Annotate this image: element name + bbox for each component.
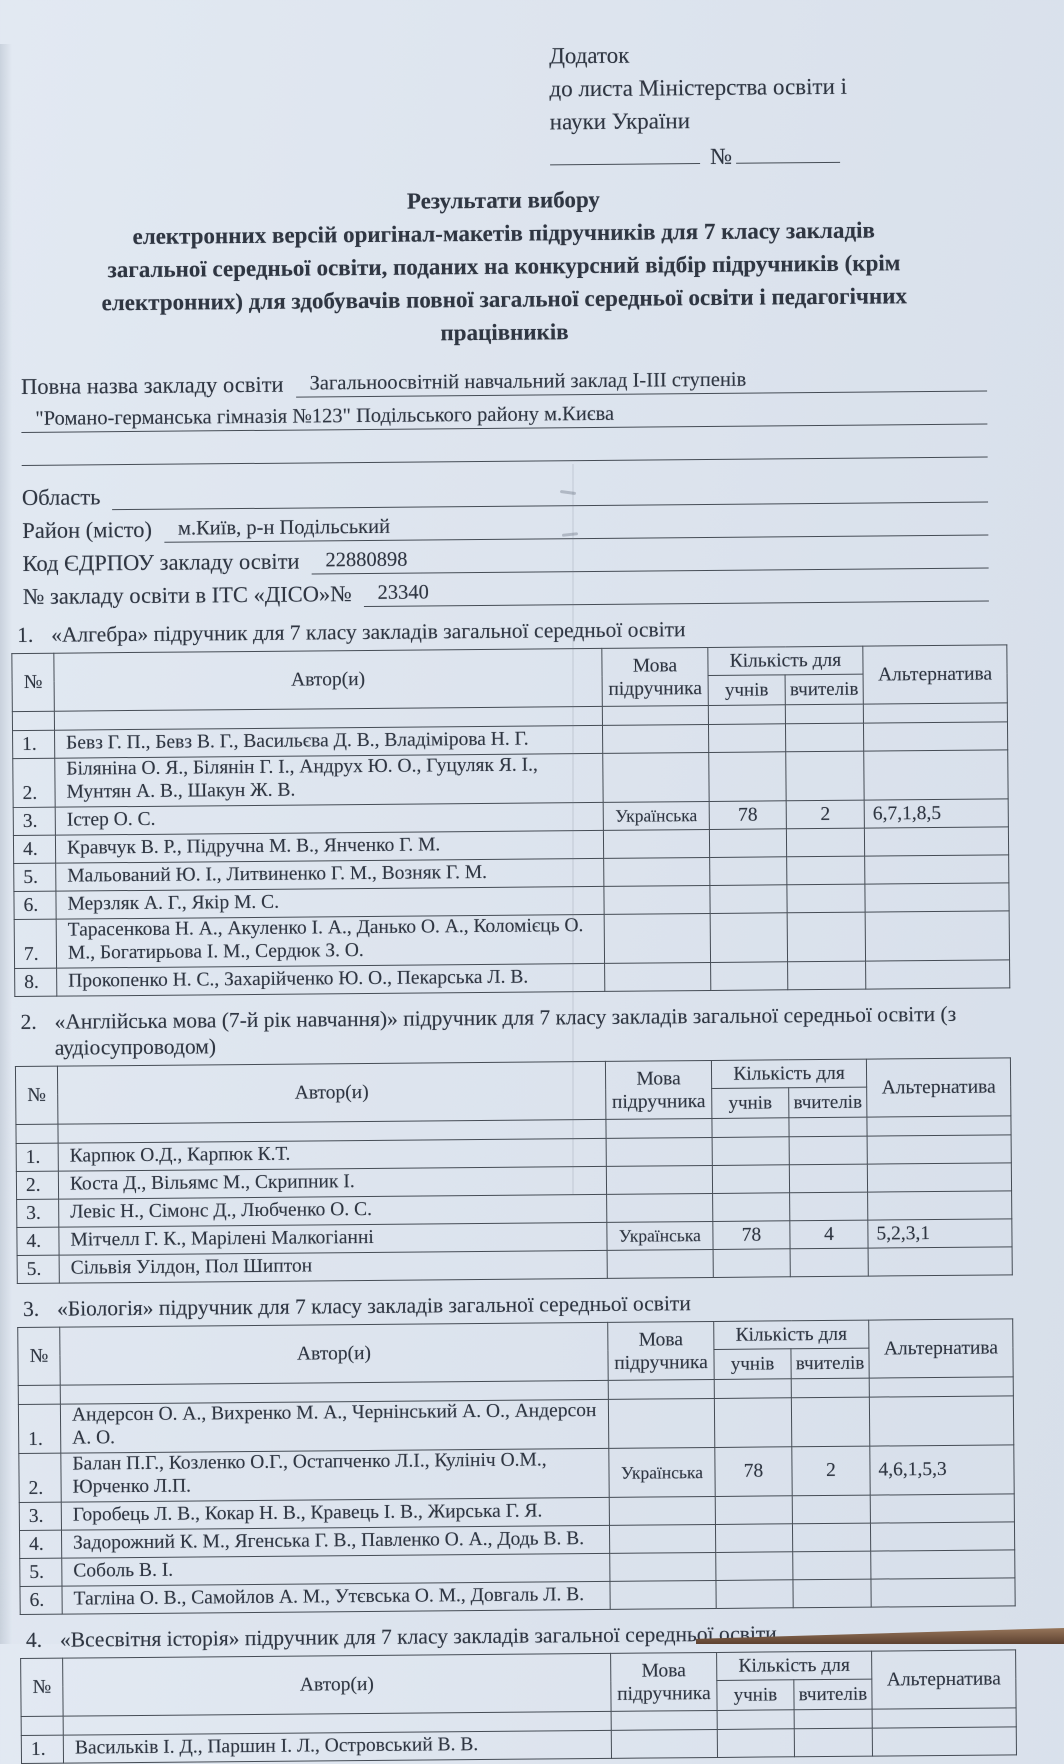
field-label: Код ЄДРПОУ закладу освіти [22,548,300,576]
field-underline [295,362,987,398]
table-row [14,911,1009,969]
authors-cell: Мальований Ю. І., Литвиненко Г. М., Возняк Г. М. [56,858,604,891]
alternative-cell: 6,7,1,8,5 [864,799,1008,828]
authors-cell: Коста Д., Вільямс М., Скрипник І. [58,1166,606,1199]
col-header-language: Мова підручника [611,1652,718,1711]
row-number-cell: 5. [17,1255,59,1283]
section-number: 1. [17,622,34,648]
alternative-cell [870,1522,1014,1551]
col-header-num: № [12,653,55,711]
authors-cell: Карпюк О.Д., Карпюк К.Т. [58,1138,606,1171]
alternative-cell: 5,2,3,1 [868,1219,1012,1248]
section-title [14,1000,1010,1061]
language-cell [611,1729,717,1758]
language-cell [609,1496,715,1525]
students-count-cell [711,962,788,991]
col-header-alternative: Альтернатива [872,1650,1016,1709]
empty-cell [602,705,708,725]
empty-cell [791,1378,869,1398]
teachers-count-cell [786,828,864,857]
section-english [14,1000,1012,1284]
section-title-text: «Англійська мова (7-й рік навчання)» підручник для 7 класу закладів загальної середньої освіти (з аудіосупроводом) [54,1001,957,1060]
teachers-count-cell [794,1728,872,1757]
teachers-count-cell: 2 [786,800,864,829]
empty-cell [785,704,863,724]
row-number-cell: 3. [13,807,55,835]
empty-cell [606,1118,712,1138]
title-line: електронних) для здобувачів повної загальної середньої освіти і педагогічних [101,283,908,316]
row-number-cell: 6. [20,1586,62,1614]
row-number-cell: 6. [14,891,56,919]
teachers-count-cell [790,1192,868,1221]
empty-cell [794,1709,872,1729]
col-header-teachers: вчителів [789,1087,867,1118]
language-cell [607,1193,713,1222]
field-value: м.Київ, р-н Подільський [177,515,391,540]
language-cell: Українська [603,801,709,830]
students-count-cell: 78 [709,801,786,830]
teachers-count-cell [789,1164,867,1193]
section-title-text: «Біологія» підручник для 7 класу закладів загальної середньої освіти [56,1291,691,1321]
students-count-cell [716,1580,793,1609]
teachers-count-cell [787,884,865,913]
alternative-cell [867,1135,1011,1164]
alternative-cell [865,855,1009,884]
row-number-cell: 5. [14,863,56,891]
teachers-count-cell: 4 [790,1220,868,1249]
document-content [0,35,1048,1764]
teachers-count-cell [792,1495,870,1524]
empty-cell [717,1710,794,1730]
language-cell [610,1552,716,1581]
row-number-cell: 3. [17,1199,59,1227]
alternative-cell [871,1550,1015,1579]
language-cell [603,829,709,858]
table-row [13,750,1008,808]
students-count-cell [712,1137,789,1166]
language-cell [605,962,711,991]
alternative-cell [863,722,1007,751]
number-sign: № [709,143,733,169]
annex-number-line [550,137,1034,174]
empty-cell [714,1379,791,1399]
alternative-cell [865,911,1009,961]
alternative-cell [867,1163,1011,1192]
alternative-cell [869,1396,1013,1446]
row-number-cell: 4. [13,835,55,863]
row-number-cell: 1. [18,1404,60,1453]
row-number-cell: 5. [20,1558,62,1586]
col-header-quantity: Кількість для [717,1651,872,1680]
authors-cell: Мітчелл Г. К., Марілені Малкогіанні [59,1222,607,1255]
field-underline [311,539,988,575]
col-header-authors: Автор(и) [60,1322,608,1385]
field-value: 22880898 [325,548,408,572]
col-header-quantity: Кількість для [708,646,863,675]
field-label: Район (місто) [22,516,153,543]
field-label: Область [21,484,101,510]
world-history-table [20,1649,1017,1764]
row-number-cell: 1. [16,1143,58,1171]
alternative-cell [866,960,1010,989]
students-count-cell [708,724,785,753]
col-header-alternative: Альтернатива [866,1058,1010,1117]
students-count-cell [709,829,786,858]
language-cell [609,1524,715,1553]
document-title [0,179,1036,353]
empty-cell [863,703,1007,723]
col-header-students: учнів [712,1088,789,1119]
english-table [15,1057,1013,1284]
section-number: 2. [20,1009,37,1035]
section-title [11,613,1007,648]
field-value: Загальноосвітній навчальний заклад І-ІІІ ступенів [309,368,747,395]
language-cell [606,1137,712,1166]
teachers-count-cell [793,1551,871,1580]
col-header-language: Мова підручника [602,647,709,706]
students-count-cell [712,1165,789,1194]
field-value: 23340 [377,581,429,604]
alternative-cell [870,1494,1014,1523]
col-header-num: № [18,1327,61,1385]
teachers-count-cell [786,751,864,801]
language-cell [603,752,709,802]
col-header-authors: Автор(и) [63,1653,611,1716]
students-count-cell [715,1496,792,1525]
field-value: "Романо-германська гімназія №123" Подільського району м.Києва [35,402,615,430]
row-number-cell: 1. [13,730,55,758]
col-header-alternative: Альтернатива [869,1319,1013,1378]
col-header-authors: Автор(и) [57,1061,605,1124]
col-header-teachers: вчителів [785,674,863,705]
alternative-cell [871,1578,1015,1607]
teachers-count-cell [792,1523,870,1552]
col-header-quantity: Кількість для [714,1320,869,1349]
language-cell [602,724,708,753]
empty-cell [867,1116,1011,1136]
table-row [19,1445,1014,1503]
title-line: електронних версій оригінал-макетів підручників для 7 класу закладів [132,217,875,249]
empty-cell [611,1710,717,1730]
section-title [17,1287,1013,1322]
annex-line: науки України [549,108,691,135]
empty-cell [18,1385,60,1404]
title-line: Результати вибору [406,186,600,214]
students-count-cell [717,1729,794,1758]
language-cell [604,857,710,886]
students-count-cell [715,1524,792,1553]
teachers-count-cell [787,912,865,962]
annex-header [549,35,1034,174]
row-number-cell: 2. [19,1453,61,1502]
col-header-language: Мова підручника [605,1060,712,1119]
alternative-cell [864,827,1008,856]
biology-table [17,1318,1015,1615]
language-cell: Українська [609,1447,715,1497]
teachers-count-cell [788,961,866,990]
field-underline [21,428,987,466]
students-count-cell: 78 [713,1221,790,1250]
empty-cell [12,711,54,730]
alternative-cell: 4,6,1,5,3 [870,1445,1014,1495]
empty-cell [712,1118,789,1138]
students-count-cell [709,752,786,802]
form-fields [21,359,989,610]
alternative-cell [872,1727,1016,1756]
authors-cell: Левіс Н., Сімонс Д., Любченко О. С. [59,1194,607,1227]
row-number-cell: 2. [16,1171,58,1199]
alternative-cell [868,1247,1012,1276]
empty-cell [872,1708,1016,1728]
empty-cell [789,1117,867,1137]
empty-cell [21,1716,63,1735]
row-number-cell: 7. [14,919,56,968]
field-underline [363,572,988,607]
students-count-cell [714,1398,791,1448]
teachers-count-cell: 2 [792,1446,870,1496]
alternative-cell [868,1191,1012,1220]
empty-cell [708,705,785,725]
language-cell [604,913,710,963]
row-number-cell: 8. [15,968,57,996]
section-algebra [11,613,1010,997]
field-label: Повна назва закладу освіти [20,371,284,399]
section-number: 3. [22,1296,40,1321]
teachers-count-cell [793,1579,871,1608]
col-header-students: учнів [714,1349,791,1380]
authors-cell: Горобець Л. В., Кокар Н. В., Кравець І. В., Жирська Г. Я. [61,1497,609,1530]
col-header-num: № [21,1658,64,1716]
students-count-cell [710,913,787,963]
empty-cell [608,1379,714,1399]
students-count-cell [713,1193,790,1222]
authors-cell: Сільвія Уілдон, Пол Шиптон [59,1250,607,1283]
authors-cell: Біляніна О. Я., Білянін Г. І., Андрух Ю. О., Гуцуляк Я. І., Мунтян А. В., Шакун Ж. В. [55,753,603,807]
authors-cell: Андерсон О. А., Вихренко М. А., Чернінський А. О., Андерсон А. О. [60,1399,608,1453]
authors-cell: Істер О. С. [55,802,603,835]
students-count-cell [716,1552,793,1581]
col-header-alternative: Альтернатива [863,645,1007,704]
students-count-cell [710,857,787,886]
annex-line: до листа Міністерства освіти і [549,73,848,102]
blank-underline [550,143,700,165]
language-cell: Українська [607,1221,713,1250]
annex-line: Додаток [549,42,630,69]
authors-cell: Васильків І. Д., Паршин І. Л., Островський В. В. [63,1730,611,1763]
language-cell [604,885,710,914]
table-row [18,1396,1013,1454]
alternative-cell [865,883,1009,912]
authors-cell: Прокопенко Н. С., Захарійченко Ю. О., Пекарська Л. В. [57,963,605,996]
teachers-count-cell [787,856,865,885]
col-header-quantity: Кількість для [711,1059,866,1088]
col-header-num: № [15,1066,58,1124]
section-biology [17,1287,1016,1615]
authors-cell: Тарасенкова Н. А., Акуленко І. А., Данько О. А., Коломієць О. М., Богатирьова І. М., Сердюк З. О. [56,914,604,968]
section-title-text: «Всесвітня історія» підручник для 7 класу закладів загальної середньої освіти [59,1621,777,1652]
alternative-cell [864,750,1008,800]
col-header-teachers: вчителів [794,1679,872,1710]
language-cell [607,1249,713,1278]
row-number-cell: 4. [17,1227,59,1255]
authors-cell: Тагліна О. В., Самойлов А. М., Утєвська О. М., Довгаль Л. В. [62,1581,610,1614]
empty-cell [16,1124,58,1143]
field-label: № закладу освіти в ІТС «ДІСО»№ [22,581,352,609]
students-count-cell: 78 [715,1447,792,1497]
teachers-count-cell [789,1136,867,1165]
section-title-text: «Алгебра» підручник для 7 класу закладів загальної середньої освіти [51,617,686,647]
title-line: працівників [440,319,569,346]
authors-cell: Мерзляк А. Г., Якір М. С. [56,886,604,919]
col-header-authors: Автор(и) [54,648,602,711]
row-number-cell: 3. [19,1502,61,1530]
students-count-cell [713,1249,790,1278]
teachers-count-cell [785,723,863,752]
authors-cell: Балан П.Г., Козленко О.Г., Остапченко Л.І., Кулініч О.М., Юрченко Л.П. [61,1448,609,1502]
title-line: загальної середньої освіти, поданих на конкурсний відбір підручників (крім [107,250,901,283]
teachers-count-cell [791,1397,869,1447]
col-header-language: Мова підручника [608,1321,715,1380]
authors-cell: Кравчук В. Р., Підручна М. В., Янченко Г. М. [55,830,603,863]
algebra-table [11,644,1010,997]
language-cell [608,1398,714,1448]
empty-cell [869,1377,1013,1397]
col-header-students: учнів [717,1680,794,1711]
teachers-count-cell [790,1248,868,1277]
language-cell [606,1165,712,1194]
col-header-students: учнів [708,675,785,706]
section-number: 4. [25,1627,43,1652]
blank-underline [736,142,840,164]
col-header-teachers: вчителів [791,1348,869,1379]
authors-cell: Бевз Г. П., Бевз В. Г., Васильєва Д. В., Владімірова Н. Г. [55,725,603,758]
authors-cell: Соболь В. І. [62,1553,610,1586]
scanned-form-page [0,42,1064,1760]
row-number-cell: 4. [19,1530,61,1558]
row-number-cell: 2. [13,758,55,807]
row-number-cell: 1. [21,1735,63,1763]
students-count-cell [710,885,787,914]
language-cell [610,1580,716,1609]
authors-cell: Задорожний К. М., Ягенська Г. В., Павленко О. А., Додь В. В. [61,1525,609,1558]
